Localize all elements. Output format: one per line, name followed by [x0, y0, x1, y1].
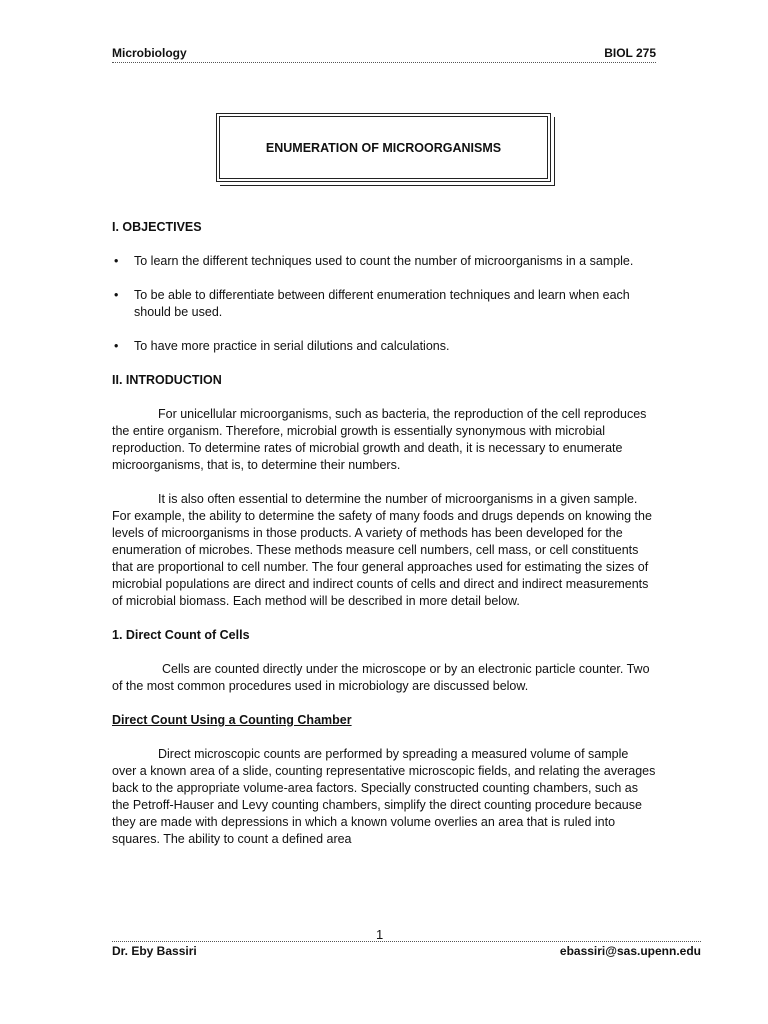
- introduction-paragraph: It is also often essential to determine the number of microorganisms in a given sample. For example, the ability to determine the safety of many foods and drugs depends on knowing the levels of microorganisms in those products. A variety of methods has been developed for the enumeration of microbes. These methods measure cell numbers, cell mass, or cell constituents that are proportional to cell number. The four general approaches used for estimating the sizes of microbial populations are direct and indirect counts of cells and direct and indirect measurements of microbial biomass. Each method will be described in more detail below.: [112, 492, 652, 608]
- bullet-glyph: •: [114, 339, 119, 353]
- objectives-heading: I. OBJECTIVES: [112, 220, 202, 234]
- objective-item: [112, 287, 656, 321]
- header-course-code: BIOL 275: [604, 46, 656, 60]
- document-body: [112, 219, 656, 865]
- title-box: [216, 113, 551, 182]
- bullet-glyph: •: [114, 254, 119, 268]
- header-course-name: Microbiology: [112, 46, 187, 60]
- objective-text: To have more practice in serial dilutions and calculations.: [134, 339, 450, 353]
- page-header: [112, 46, 656, 63]
- footer-email: ebassiri@sas.upenn.edu: [559, 944, 701, 958]
- bullet-glyph: •: [114, 288, 119, 302]
- counting-chamber-paragraph: Direct microscopic counts are performed by spreading a measured volume of sample over a known area of a slide, counting representative microscopic fields, and relating the averages back to the appropriate volume-area factors. Specially constructed counting chambers, such as the Petroff-Hauser and Levy counting chambers, simplify the direct counting procedure because they are made with depressions in which a known volume overlies an area that is ruled into squares. The ability to count a defined area: [112, 747, 656, 846]
- introduction-paragraph: For unicellular microorganisms, such as bacteria, the reproduction of the cell reproduces the entire organism. Therefore, microbial growth is essentially synonymous with microbial reproduction. To determine rates of microbial growth and death, it is necessary to enumerate microorganisms, that is, to determine their numbers.: [112, 407, 647, 472]
- footer-author: Dr. Eby Bassiri: [112, 944, 197, 958]
- introduction-heading: II. INTRODUCTION: [112, 373, 222, 387]
- page-number: 1: [376, 927, 384, 942]
- objective-text: To learn the different techniques used to count the number of microorganisms in a sample.: [134, 254, 634, 268]
- footer-divider: [112, 941, 701, 942]
- direct-count-paragraph: Cells are counted directly under the microscope or by an electronic particle counter. Two of the most common procedures used in microbiology are discussed below.: [112, 662, 650, 693]
- objective-item: [112, 338, 656, 355]
- counting-chamber-heading: Direct Count Using a Counting Chamber: [112, 713, 352, 727]
- objective-text: To be able to differentiate between different enumeration techniques and learn when each should be used.: [134, 288, 630, 319]
- direct-count-heading: 1. Direct Count of Cells: [112, 628, 250, 642]
- objective-item: [112, 253, 656, 270]
- document-title: ENUMERATION OF MICROORGANISMS: [219, 116, 548, 179]
